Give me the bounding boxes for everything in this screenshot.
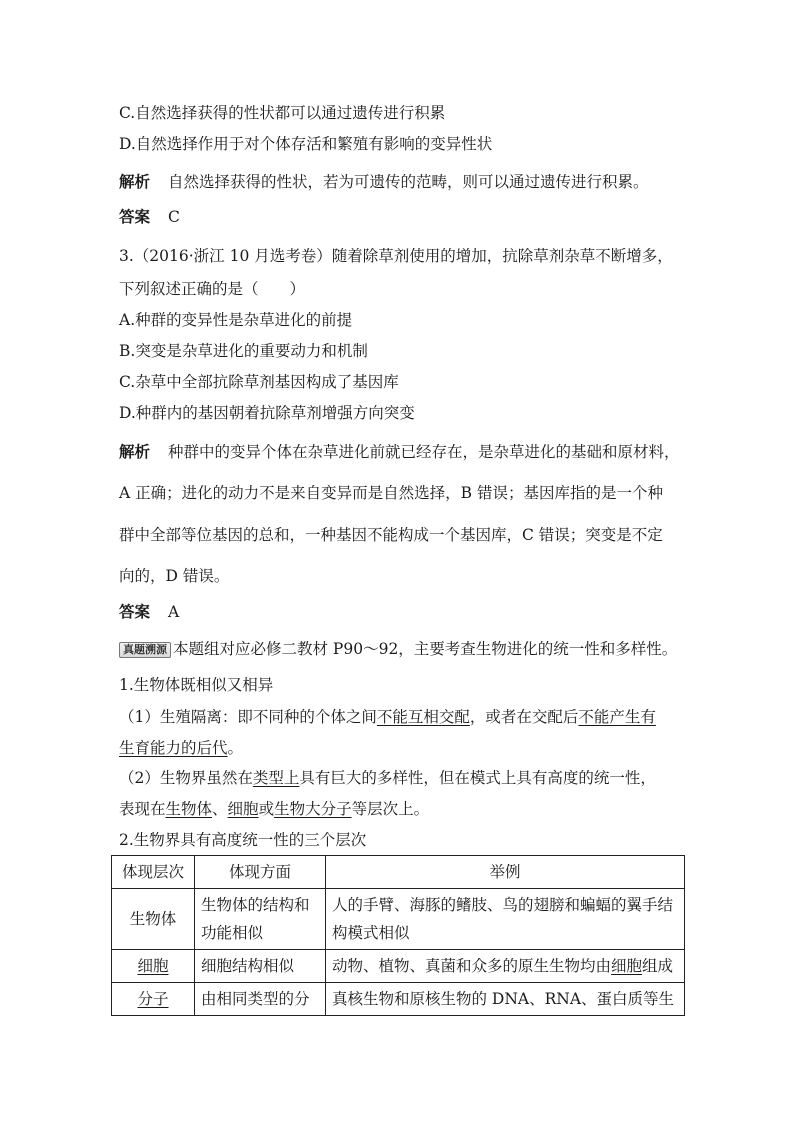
source-text: 本题组对应必修二教材 P90～92，主要考查生物进化的统一性和多样性。 bbox=[173, 640, 678, 658]
section1-p1-line1 bbox=[119, 707, 656, 727]
level-cell bbox=[112, 950, 195, 983]
q2-analysis bbox=[119, 172, 649, 192]
cell-line: 构模式相似 bbox=[332, 924, 410, 942]
table-header: 体现方面 bbox=[195, 856, 326, 889]
underlined-term: 生物体 bbox=[165, 800, 213, 818]
underlined-term: 不能互相交配 bbox=[376, 708, 470, 726]
text: 组成 bbox=[642, 957, 674, 975]
analysis-text: 种群中的变异个体在杂草进化前就已经存在，是杂草进化的基础和原材料， bbox=[168, 443, 680, 461]
q3-stem-line1: 3.（2016·浙江 10 月选考卷）随着除草剂使用的增加，抗除草剂杂草不断增多， bbox=[119, 247, 673, 265]
q3-option-c: C.杂草中全部抗除草剂基因构成了基因库 bbox=[119, 373, 399, 391]
underlined-term: 生育能力的后代 bbox=[119, 739, 228, 757]
table-header: 体现层次 bbox=[112, 856, 195, 889]
cell-line: 功能相似 bbox=[201, 924, 264, 942]
text: 或 bbox=[258, 800, 275, 818]
section1-p2-line1 bbox=[119, 768, 656, 788]
source-note bbox=[119, 639, 677, 659]
analysis-text: 自然选择获得的性状，若为可遗传的范畴，则可以通过遗传进行积累。 bbox=[168, 173, 649, 191]
underlined-term: 细胞 bbox=[227, 800, 259, 818]
q3-answer bbox=[119, 602, 179, 622]
example-cell bbox=[326, 950, 685, 983]
underlined-term: 不能产生有 bbox=[578, 708, 656, 726]
section2-heading: 2.生物界具有高度统一性的三个层次 bbox=[119, 831, 367, 849]
aspect-cell: 细胞结构相似 bbox=[195, 950, 326, 983]
aspect-cell: 由相同类型的分 bbox=[195, 983, 326, 1016]
text: （1）生殖隔离：即不同种的个体之间 bbox=[119, 708, 377, 726]
q3-option-a: A.种群的变异性是杂草进化的前提 bbox=[119, 311, 353, 329]
answer-value: A bbox=[168, 603, 180, 621]
text: 动物、植物、真菌和众多的原生生物均由 bbox=[332, 957, 612, 975]
table-row bbox=[112, 983, 685, 1016]
answer-label: 答案 bbox=[119, 602, 151, 621]
text: ，或者在交配后 bbox=[469, 708, 579, 726]
q3-analysis-line1 bbox=[119, 442, 680, 462]
aspect-cell bbox=[195, 889, 326, 950]
text: 。 bbox=[227, 739, 244, 757]
cell-line: 人的手臂、海豚的鳍肢、鸟的翅膀和蝙蝠的翼手结 bbox=[332, 896, 674, 914]
text: 具有巨大的多样性，但在模式上具有高度的统一性， bbox=[299, 769, 656, 787]
answer-label: 答案 bbox=[119, 207, 151, 226]
cell-line: 生物体的结构和 bbox=[201, 896, 310, 914]
q3-analysis-line2: A 正确；进化的动力不是来自变异而是自然选择，B 错误；基因库指的是一个种 bbox=[119, 484, 663, 502]
analysis-label: 解析 bbox=[119, 172, 151, 191]
example-cell: 真核生物和原核生物的 DNA、RNA、蛋白质等生 bbox=[326, 983, 685, 1016]
section1-heading: 1.生物体既相似又相异 bbox=[119, 676, 274, 694]
underlined-term: 类型上 bbox=[252, 769, 300, 787]
analysis-label: 解析 bbox=[119, 442, 151, 461]
table-row bbox=[112, 889, 685, 950]
underlined-term: 细胞 bbox=[611, 957, 643, 975]
q2-option-d: D.自然选择作用于对个体存活和繁殖有影响的变异性状 bbox=[119, 135, 493, 153]
text: 、 bbox=[212, 800, 228, 818]
q3-option-b: B.突变是杂草进化的重要动力和机制 bbox=[119, 342, 368, 360]
q3-stem-line2: 下列叙述正确的是（ ） bbox=[119, 280, 306, 298]
underlined-term: 分子 bbox=[137, 990, 169, 1008]
table-header-row bbox=[112, 856, 685, 889]
answer-value: C bbox=[168, 208, 180, 226]
source-badge: 真题溯源 bbox=[119, 642, 171, 658]
text: （2）生物界虽然在 bbox=[119, 769, 253, 787]
table-header: 举例 bbox=[326, 856, 685, 889]
section1-p1-line2 bbox=[119, 738, 243, 758]
table-row bbox=[112, 950, 685, 983]
underlined-term: 生物大分子 bbox=[274, 800, 352, 818]
text: 等层次上。 bbox=[351, 800, 430, 818]
example-cell bbox=[326, 889, 685, 950]
q3-analysis-line3: 群中全部等位基因的总和，一种基因不能构成一个基因库，C 错误；突变是不定 bbox=[119, 526, 663, 544]
q3-option-d: D.种群内的基因朝着抗除草剂增强方向突变 bbox=[119, 404, 415, 422]
text: 表现在 bbox=[119, 800, 166, 818]
unity-levels-table bbox=[111, 855, 685, 1016]
section1-p2-line2 bbox=[119, 799, 429, 819]
underlined-term: 细胞 bbox=[137, 957, 169, 975]
level-cell bbox=[112, 983, 195, 1016]
q2-option-c: C.自然选择获得的性状都可以通过遗传进行积累 bbox=[119, 104, 446, 122]
level-cell: 生物体 bbox=[112, 889, 195, 950]
q3-analysis-line4: 向的，D 错误。 bbox=[119, 567, 230, 585]
q2-answer bbox=[119, 207, 180, 227]
